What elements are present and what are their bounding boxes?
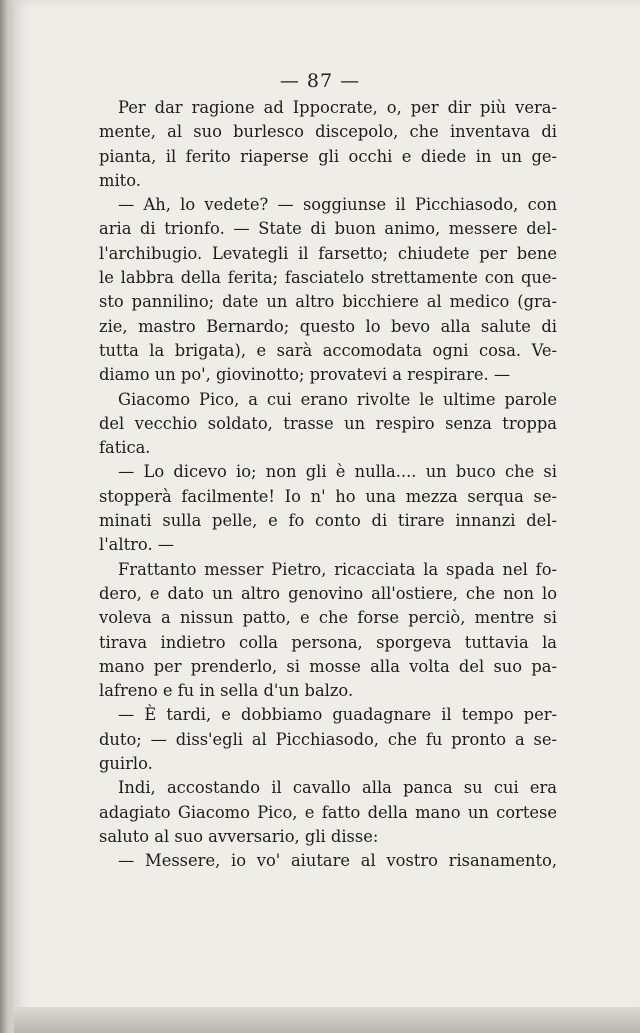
text-line: minati sulla pelle, e fo conto di tirare innanzi del- [99, 511, 557, 531]
text-line: sto pannilino; date un altro bicchiere al medico (gra- [99, 292, 557, 312]
page-number: — 87 — [279, 70, 361, 92]
text-line: Frattanto messer Pietro, ricacciata la spada nel fo- [118, 559, 557, 579]
text-line: mano per prenderlo, si mosse alla volta del suo pa- [99, 656, 557, 676]
text-line: — Messere, io vo' aiutare al vostro risanamento, [118, 851, 557, 871]
text-line: Giacomo Pico, a cui erano rivolte le ultime parole [118, 389, 557, 409]
text-line: adagiato Giacomo Pico, e fatto della mano un cortese [99, 802, 557, 822]
text-line: duto; — diss'egli al Picchiasodo, che fu pronto a se- [99, 729, 557, 749]
text-line: mito. [99, 170, 141, 190]
text-line: — È tardi, e dobbiamo guadagnare il tempo per- [118, 705, 557, 725]
text-line: zie, mastro Bernardo; questo lo bevo alla salute di [99, 316, 557, 336]
text-line: — Ah, lo vedete? — soggiunse il Picchiasodo, con [118, 195, 557, 215]
text-line: fatica. [99, 438, 151, 458]
text-line: l'altro. — [99, 535, 175, 555]
text-line: Indi, accostando il cavallo alla panca su cui era [118, 778, 557, 798]
text-line: del vecchio soldato, trasse un respiro senza troppa [99, 413, 557, 433]
text-line: diamo un po', giovinotto; provatevi a respirare. — [99, 365, 511, 385]
page-bottom-edge [14, 1007, 640, 1033]
text-line: le labbra della ferita; fasciatelo strettamente con que- [99, 268, 557, 288]
text-line: Per dar ragione ad Ippocrate, o, per dir più vera- [118, 98, 557, 117]
text-line: tirava indietro colla persona, sporgeva tuttavia la [99, 632, 557, 652]
text-line: — Lo dicevo io; non gli è nulla.... un buco che si [118, 462, 557, 482]
text-line: pianta, il ferito riaperse gli occhi e diede in un ge- [99, 146, 557, 166]
text-line: voleva a nissun patto, e che forse perciò, mentre si [99, 608, 557, 628]
text-line: lafreno e fu in sella d'un balzo. [99, 681, 354, 701]
body-text [99, 96, 557, 874]
text-line: mente, al suo burlesco discepolo, che inventava di [99, 122, 557, 142]
text-line: saluto al suo avversario, gli disse: [99, 826, 379, 846]
text-line: dero, e dato un altro genovino all'ostiere, che non lo [99, 583, 557, 603]
text-line: guirlo. [99, 754, 153, 774]
text-line: l'archibugio. Levategli il farsetto; chiudete per bene [99, 243, 557, 263]
text-line: tutta la brigata), e sarà accomodata ogni cosa. Ve- [99, 340, 557, 360]
text-line: aria di trionfo. — State di buon animo, messere del- [99, 219, 557, 239]
text-line: stopperà facilmente! Io n' ho una mezza serqua se- [99, 486, 557, 506]
